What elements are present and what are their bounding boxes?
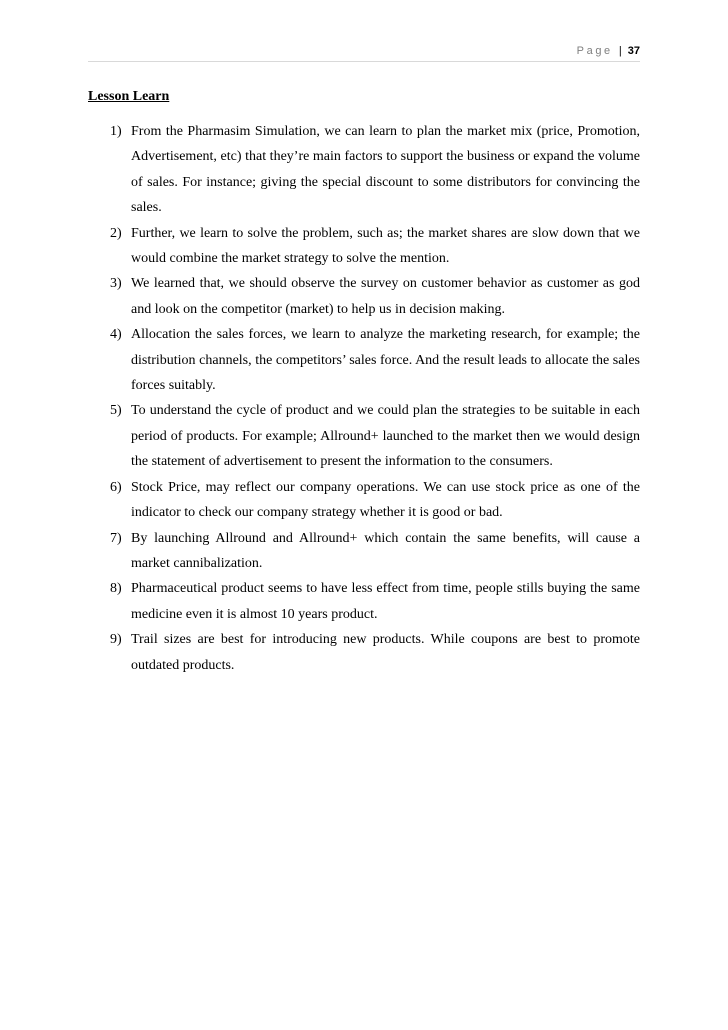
section-title: Lesson Learn [88,89,170,104]
lesson-text: From the Pharmasim Simulation, we can learn to plan the market mix (price, Promotion, Advertisement, etc) that they’re main factors to support the business or expand the volume of sales. For instance; giving the special discount to some distributors for convincing the sales. [131,124,640,216]
lesson-text: Trail sizes are best for introducing new products. While coupons are best to promote outdated products. [131,632,640,673]
lesson-item [88,398,640,474]
lesson-number: 9) [110,632,122,648]
lesson-number: 7) [110,530,122,546]
lesson-text: We learned that, we should observe the survey on customer behavior as customer as god and look on the competitor (market) to help us in decision making. [131,276,640,317]
lesson-item [88,322,640,398]
page-header [577,44,640,58]
lesson-item [88,271,640,322]
page-label: Page [576,45,613,57]
lesson-text: Allocation the sales forces, we learn to analyze the marketing research, for example; the distribution channels, the competitors’ sales force. And the result leads to allocate the sales forces suitably. [131,327,640,394]
lesson-number: 1) [110,124,122,139]
lesson-item [88,119,640,221]
lesson-number: 2) [110,225,122,241]
lesson-item [88,526,640,577]
page-separator: | [618,45,622,57]
lessons-list [88,119,640,678]
lesson-text: Stock Price, may reflect our company operations. We can use stock price as one of the indicator to check our company strategy whether it is good or bad. [131,479,640,521]
lesson-text: By launching Allround and Allround+ which contain the same benefits, will cause a market cannibalization. [131,530,640,571]
lesson-number: 3) [110,276,122,292]
lesson-text: Further, we learn to solve the problem, such as; the market shares are slow down that we would combine the market strategy to solve the mention. [131,225,640,267]
lesson-item [88,475,640,526]
lesson-item [88,576,640,627]
lesson-text: Pharmaceutical product seems to have less effect from time, people stills buying the same medicine even it is almost 10 years product. [131,581,640,622]
header-divider [88,61,640,62]
lesson-number: 4) [110,327,122,343]
lesson-number: 6) [110,479,122,495]
lesson-text: To understand the cycle of product and we could plan the strategies to be suitable in each period of products. For example; Allround+ launched to the market then we would design the statement of advertisement to present the information to the consumers. [131,403,640,470]
lesson-number: 8) [110,581,122,597]
lesson-item [88,627,640,678]
page-number: 37 [627,45,640,57]
lesson-number: 5) [110,403,122,419]
lesson-item [88,221,640,272]
